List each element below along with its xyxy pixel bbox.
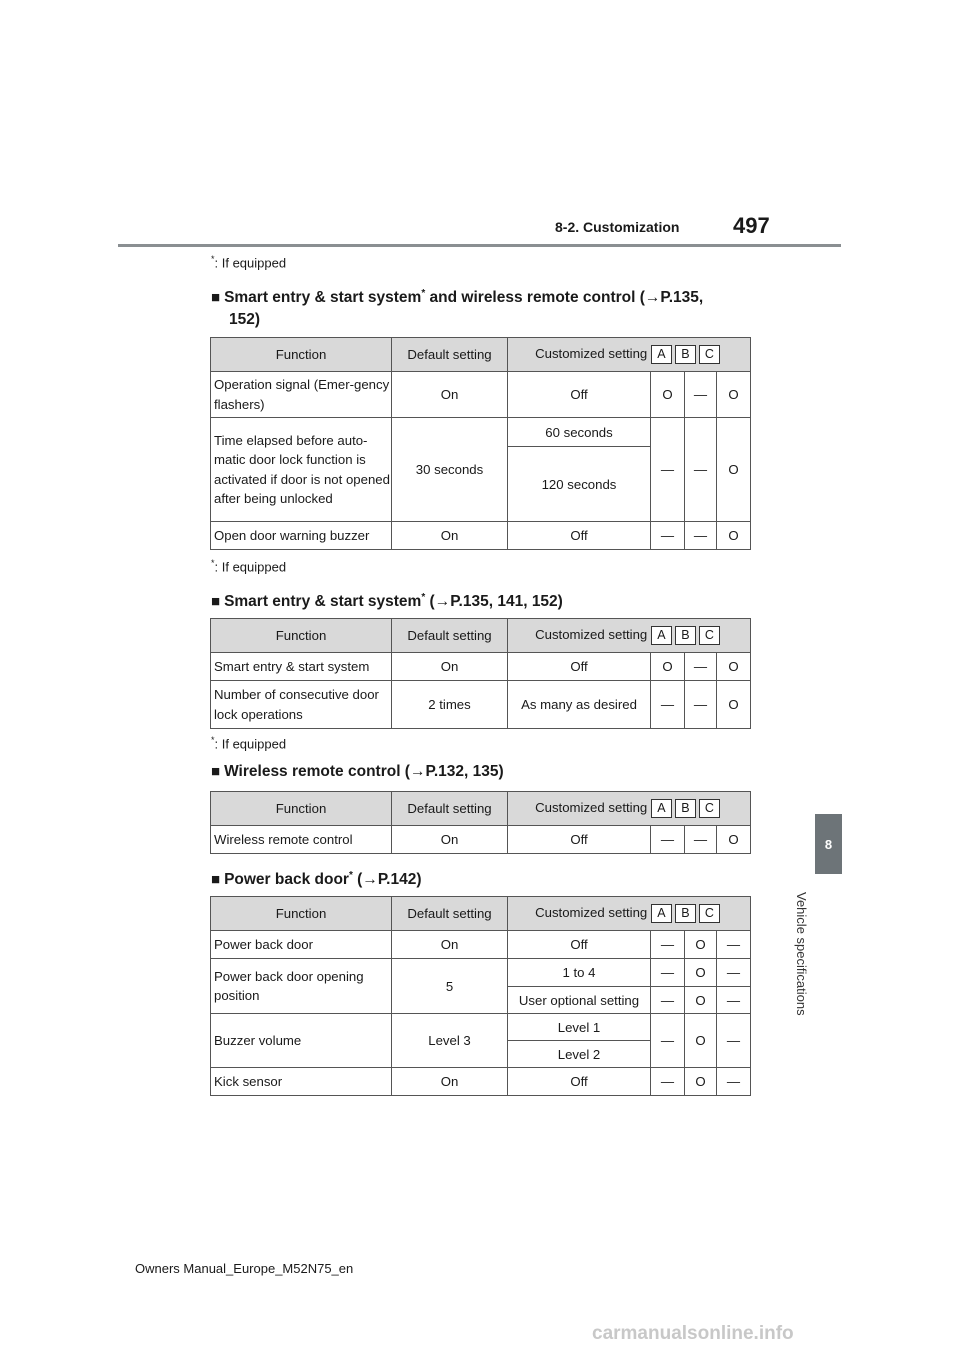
column-a-marker: A: [651, 345, 672, 364]
column-c-marker: C: [699, 626, 720, 645]
column-b-marker: B: [675, 345, 696, 364]
page-reference: →P.142): [362, 871, 422, 889]
column-a-marker: A: [651, 799, 672, 818]
square-bullet-icon: ■: [211, 289, 221, 307]
table-row: User optional setting — O —: [211, 987, 751, 1014]
column-b-marker: B: [675, 904, 696, 923]
header-divider: [118, 244, 841, 247]
column-header-default: Default setting: [392, 619, 508, 653]
column-header-customized: Customized setting A B C: [508, 338, 751, 372]
table-header-row: [211, 338, 751, 372]
table-row: Buzzer volume Level 3 Level 1 — O —: [211, 1014, 751, 1041]
page-number: 497: [733, 213, 770, 238]
table-header-row: [211, 792, 751, 826]
table-row: Time elapsed before auto-matic door lock function is activated if door is not opened after being unlocked 30 seconds 60 seconds — — O: [211, 418, 751, 447]
column-header-default: Default setting: [392, 338, 508, 372]
table-row: Number of consecutive door lock operations 2 times As many as desired — — O: [211, 681, 751, 729]
table-row: Power back door opening position 5 1 to 4 — O —: [211, 959, 751, 987]
table-row: Wireless remote control On Off — — O: [211, 826, 751, 854]
page-reference: →P.135,: [644, 289, 704, 307]
square-bullet-icon: ■: [211, 593, 221, 611]
table-header-row: [211, 619, 751, 653]
chapter-number: 8: [824, 836, 833, 852]
settings-table: [210, 896, 751, 1096]
table-row: Open door warning buzzer On Off — — O: [211, 522, 751, 550]
section-heading: ■ Smart entry & start system* and wireless remote control (→P.135, 152): [211, 288, 704, 329]
square-bullet-icon: ■: [211, 871, 221, 889]
section-header: 8-2. Customization: [555, 219, 680, 235]
column-header-customized: Customized setting A B C: [508, 897, 751, 931]
table-row: Smart entry & start system On Off O — O: [211, 653, 751, 681]
column-header-customized: Customized setting A B C: [508, 792, 751, 826]
table-header-row: [211, 897, 751, 931]
column-b-marker: B: [675, 799, 696, 818]
column-header-default: Default setting: [392, 792, 508, 826]
settings-table: [210, 791, 751, 854]
table-row: Power back door On Off — O —: [211, 931, 751, 959]
table-row: 120 seconds: [211, 447, 751, 522]
table-row: Operation signal (Emer-gency flashers) On Off O — O: [211, 372, 751, 418]
column-header-customized: Customized setting A B C: [508, 619, 751, 653]
column-c-marker: C: [699, 345, 720, 364]
section-heading: ■ Wireless remote control (→P.132, 135): [211, 763, 504, 780]
settings-table: [210, 337, 751, 550]
column-header-function: Function: [211, 338, 392, 372]
footnote: *: If equipped: [211, 254, 287, 271]
column-header-default: Default setting: [392, 897, 508, 931]
page-reference: →P.132, 135): [409, 763, 504, 780]
section-heading: ■ Smart entry & start system* (→P.135, 141, 152): [211, 592, 563, 611]
table-row: Level 2: [211, 1041, 751, 1068]
chapter-label: Vehicle specifications: [794, 892, 809, 1016]
column-c-marker: C: [699, 799, 720, 818]
section-heading: ■ Power back door* (→P.142): [211, 870, 422, 889]
footer-text: Owners Manual_Europe_M52N75_en: [135, 1261, 354, 1276]
footnote: *: If equipped: [211, 558, 287, 575]
column-header-function: Function: [211, 897, 392, 931]
chapter-tab: [815, 814, 842, 874]
square-bullet-icon: ■: [211, 763, 221, 780]
watermark: carmanualsonline.info: [592, 1323, 794, 1344]
column-a-marker: A: [651, 626, 672, 645]
column-a-marker: A: [651, 904, 672, 923]
page-reference: →P.135, 141, 152): [434, 593, 563, 611]
footnote: *: If equipped: [211, 735, 287, 752]
column-b-marker: B: [675, 626, 696, 645]
column-header-function: Function: [211, 792, 392, 826]
settings-table: [210, 618, 751, 729]
column-header-function: Function: [211, 619, 392, 653]
column-c-marker: C: [699, 904, 720, 923]
table-row: Kick sensor On Off — O —: [211, 1068, 751, 1096]
